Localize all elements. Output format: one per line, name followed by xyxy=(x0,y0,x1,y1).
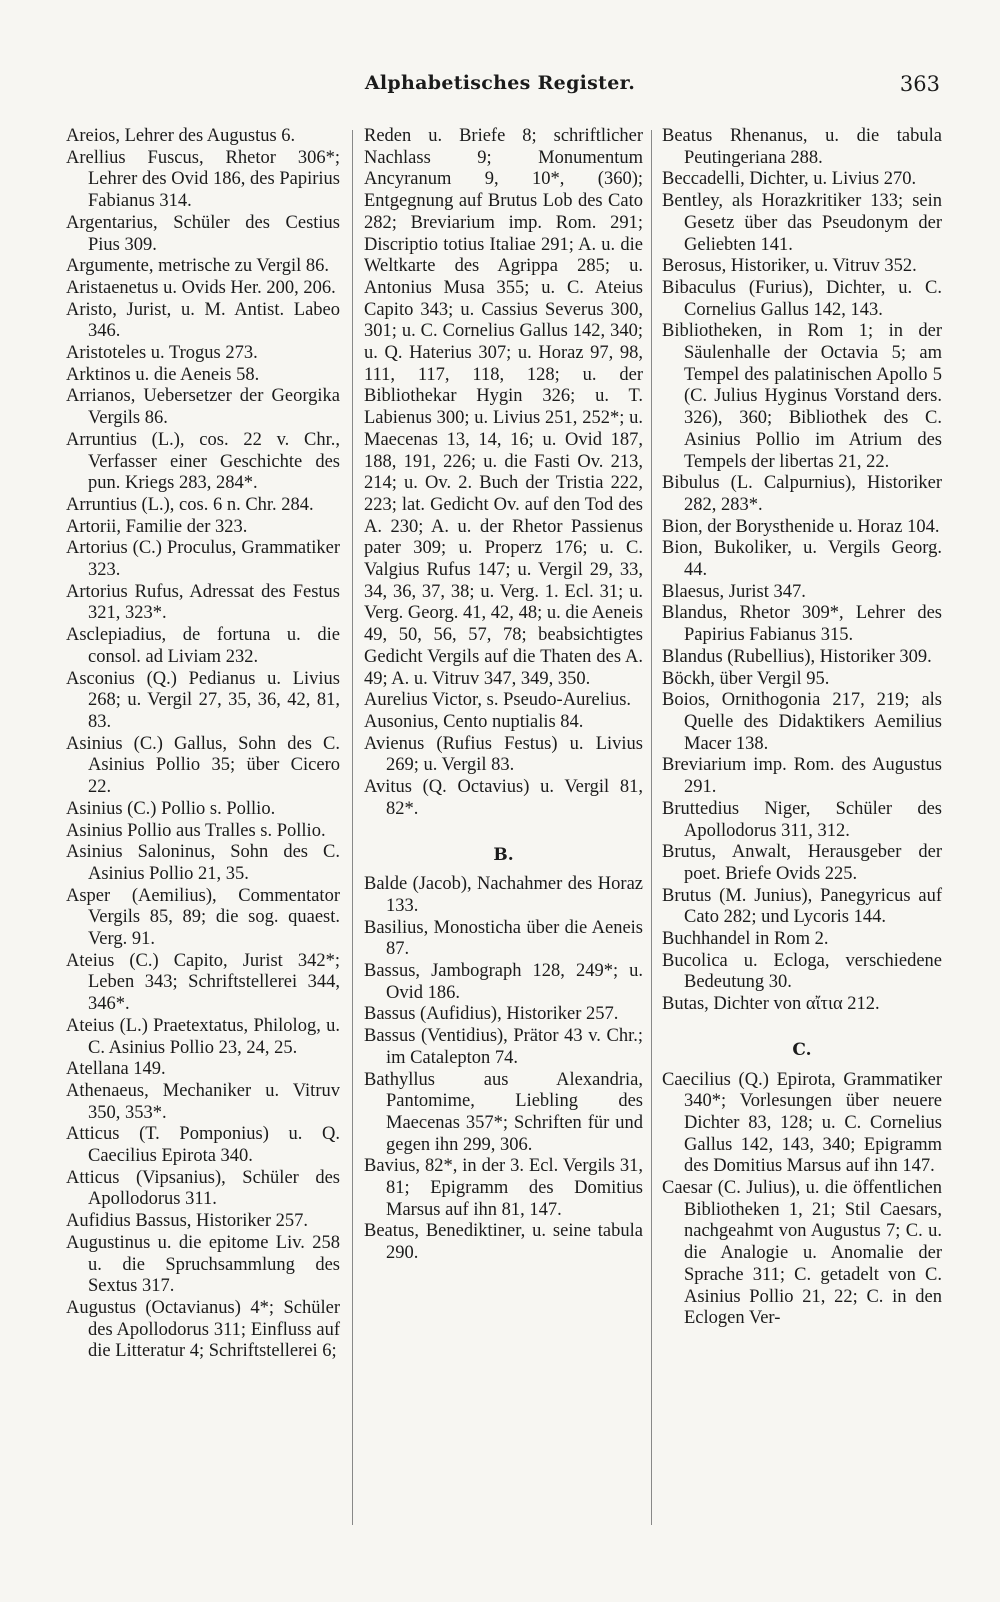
index-entry: Aufidius Bassus, Historiker 257. xyxy=(66,1211,309,1232)
index-entry: Artorii, Familie der 323. xyxy=(66,516,248,537)
section-letter-b: B. xyxy=(493,844,514,865)
index-entry: Asinius (C.) Gallus, Sohn des C. Asinius Pollio 35; über Cicero 22. xyxy=(66,733,340,798)
index-entry: Bion, Bukoliker, u. Vergils Georg. 44. xyxy=(662,538,942,581)
column-divider-right xyxy=(651,130,652,1525)
index-entry: Aristoteles u. Trogus 273. xyxy=(66,343,258,364)
index-entry: Brutus, Anwalt, Herausgeber der poet. Briefe Ovids 225. xyxy=(662,842,942,884)
index-entry: Avienus (Rufius Festus) u. Livius 269; u. Vergil 83. xyxy=(364,733,643,776)
index-entry: Argumente, metrische zu Vergil 86. xyxy=(66,256,330,277)
index-entry: Berosus, Historiker, u. Vitruv 352. xyxy=(662,256,917,277)
index-column-3 xyxy=(662,126,942,1330)
index-entry: Arruntius (L.), cos. 22 v. Chr., Verfasser einer Geschichte des pun. Kriegs 283, 284*. xyxy=(66,429,340,494)
index-entry: Beatus, Benediktiner, u. seine tabula 290. xyxy=(364,1221,643,1264)
index-entry: Argentarius, Schüler des Cestius Pius 309. xyxy=(66,212,340,255)
index-entry: Boios, Ornithogonia 217, 219; als Quelle des Didaktikers Aemilius Macer 138. xyxy=(662,690,942,754)
index-entry: Artorius (C.) Proculus, Grammatiker 323. xyxy=(66,538,340,581)
index-entry: Athenaeus, Mechaniker u. Vitruv 350, 353*. xyxy=(66,1080,340,1123)
index-entry: Bucolica u. Ecloga, verschiedene Bedeutung 30. xyxy=(662,950,942,993)
index-entry: Bavius, 82*, in der 3. Ecl. Vergils 31, 81; Epigramm des Domitius Marsus auf ihn 81, 147. xyxy=(364,1156,643,1220)
index-entry: Arellius Fuscus, Rhetor 306*; Lehrer des Ovid 186, des Papirius Fabianus 314. xyxy=(66,147,340,212)
index-entry: Bassus, Jambograph 128, 249*; u. Ovid 186. xyxy=(364,961,643,1003)
index-entry: Arktinos u. die Aeneis 58. xyxy=(66,364,260,385)
running-head xyxy=(0,72,1000,102)
index-entry: Ausonius, Cento nuptialis 84. xyxy=(364,711,584,732)
index-entry: Bassus (Aufidius), Historiker 257. xyxy=(364,1004,619,1025)
index-entry: Brutus (M. Junius), Panegyricus auf Cato 282; und Lycoris 144. xyxy=(662,885,942,928)
index-entry: Caesar (C. Julius), u. die öffentlichen Bibliotheken 1, 21; Stil Caesars, nachgeahmt von Augustus 7; C. u. die Analogie u. Anomalie der Sprache 311; C. getadelt von C. Asinius Pollio 21, 22; C. in den Eclogen Ver- xyxy=(662,1178,942,1329)
index-entry: Bentley, als Horazkritiker 133; sein Gesetz über das Pseudonym der Geliebten 141. xyxy=(662,191,942,255)
index-entry: Beccadelli, Dichter, u. Livius 270. xyxy=(662,169,917,190)
index-entry: Aristaenetus u. Ovids Her. 200, 206. xyxy=(66,277,336,298)
section-letter-c: C. xyxy=(792,1039,812,1060)
index-entry: Blandus, Rhetor 309*, Lehrer des Papirius Fabianus 315. xyxy=(662,603,942,646)
index-entry: Blaesus, Jurist 347. xyxy=(662,581,806,602)
index-entry: Aurelius Victor, s. Pseudo-Aurelius. xyxy=(364,690,632,711)
page-number: 363 xyxy=(899,72,940,96)
index-entry: Atticus (Vipsanius), Schüler des Apollodorus 311. xyxy=(66,1167,340,1210)
index-entry: Caecilius (Q.) Epirota, Grammatiker 340*; Vorlesungen über neuere Dichter 83, 128; u. C. Cornelius Gallus 142, 143, 340; Epigramm des Domitius Marsus auf ihn 147. xyxy=(662,1069,942,1177)
index-entry: Aristo, Jurist, u. M. Antist. Labeo 346. xyxy=(66,299,340,342)
index-entry: Basilius, Monosticha über die Aeneis 87. xyxy=(364,917,643,960)
index-entry: Buchhandel in Rom 2. xyxy=(662,929,829,950)
index-entry: Böckh, über Vergil 95. xyxy=(662,668,830,689)
index-entry: Asconius (Q.) Pedianus u. Livius 268; u. Vergil 27, 35, 36, 42, 81, 83. xyxy=(66,668,340,732)
index-entry: Asper (Aemilius), Commentator Vergils 85, 89; die sog. quaest. Verg. 91. xyxy=(66,885,340,950)
index-entry: Bion, der Borysthenide u. Horaz 104. xyxy=(662,516,940,537)
column-divider-left xyxy=(352,130,353,1525)
index-entry: Arruntius (L.), cos. 6 n. Chr. 284. xyxy=(66,494,314,515)
index-column-2 xyxy=(364,126,643,1265)
index-entry: Butas, Dichter von αἴτια 212. xyxy=(662,994,880,1015)
index-entry-continued: Reden u. Briefe 8; schriftlicher Nachlass 9; Monumentum Ancyranum 9, 10*, (360); Entgegnung auf Brutus Lob des Cato 282; Breviarium imp. Rom. 291; Discriptio totius Italiae 291; A. u. die Weltkarte des Agrippa 285; u. Antonius Musa 355; u. C. Ateius Capito 343; u. Cassius Severus 300, 301; u. C. Cornelius Gallus 142, 340; u. Q. Haterius 307; u. Horaz 97, 98, 111, 117, 118, 128; u. der Bibliothekar Hygin 326; u. T. Labienus 300; u. Livius 251, 252*; u. Maecenas 13, 14, 16; u. Ovid 187, 188, 191, 226; u. die Fasti Ov. 213, 214; u. Ov. 2. Buch der Tristia 222, 223; lat. Gedicht Ov. auf den Tod des A. 230; A. u. der Rhetor Passienus pater 309; u. Properz 176; u. C. Valgius Rufus 147; u. Vergil 29, 33, 34, 36, 37, 38; u. Verg. 1. Ecl. 31; u. Verg. Georg. 41, 42, 48; u. die Aeneis 49, 50, 56, 57, 78; beabsichtigtes Gedicht Vergils auf die Thaten des A. 49; A. u. Vitruv 347, 349, 350. xyxy=(364,126,643,689)
index-entry: Augustinus u. die epitome Liv. 258 u. die Spruchsammlung des Sextus 317. xyxy=(66,1232,340,1297)
index-entry: Breviarium imp. Rom. des Augustus 291. xyxy=(662,755,942,798)
index-entry: Asclepiadius, de fortuna u. die consol. ad Liviam 232. xyxy=(66,625,340,667)
index-entry: Artorius Rufus, Adressat des Festus 321, 323*. xyxy=(66,581,340,624)
index-entry: Atticus (T. Pomponius) u. Q. Caecilius Epirota 340. xyxy=(66,1124,340,1167)
index-entry: Avitus (Q. Octavius) u. Vergil 81, 82*. xyxy=(364,777,643,819)
index-entry: Areios, Lehrer des Augustus 6. xyxy=(66,126,296,146)
index-entry: Bruttedius Niger, Schüler des Apollodorus 311, 312. xyxy=(662,798,942,841)
index-entry: Beatus Rhenanus, u. die tabula Peutingeriana 288. xyxy=(662,126,942,168)
index-entry: Atellana 149. xyxy=(66,1059,166,1080)
index-entry: Bassus (Ventidius), Prätor 43 v. Chr.; im Catalepton 74. xyxy=(364,1026,643,1068)
index-entry: Balde (Jacob), Nachahmer des Horaz 133. xyxy=(364,874,643,916)
index-entry: Asinius (C.) Pollio s. Pollio. xyxy=(66,798,276,819)
index-entry: Bibulus (L. Calpurnius), Historiker 282, 283*. xyxy=(662,473,942,515)
index-entry: Ateius (C.) Capito, Jurist 342*; Leben 343; Schriftstellerei 344, 346*. xyxy=(66,950,340,1015)
index-entry: Bibaculus (Furius), Dichter, u. C. Cornelius Gallus 142, 143. xyxy=(662,277,942,320)
index-entry: Ateius (L.) Praetextatus, Philolog, u. C. Asinius Pollio 23, 24, 25. xyxy=(66,1015,340,1058)
index-entry: Asinius Saloninus, Sohn des C. Asinius Pollio 21, 35. xyxy=(66,842,340,884)
index-entry: Bibliotheken, in Rom 1; in der Säulenhalle der Octavia 5; am Tempel des palatinischen Apollo 5 (C. Julius Hyginus Vorstand ders. 326), 360; Bibliothek des C. Asinius Pollio im Atrium des Tempels der libertas 21, 22. xyxy=(662,321,942,472)
index-column-1 xyxy=(66,126,340,1363)
index-entry: Augustus (Octavianus) 4*; Schüler des Apollodorus 311; Einfluss auf die Litteratur 4; Schriftstellerei 6; xyxy=(66,1297,340,1362)
index-entry: Asinius Pollio aus Tralles s. Pollio. xyxy=(66,820,326,841)
index-entry: Bathyllus aus Alexandria, Pantomime, Liebling des Maecenas 357*; Schriften für und gegen ihn 299, 306. xyxy=(364,1069,643,1155)
index-entry: Blandus (Rubellius), Historiker 309. xyxy=(662,646,932,667)
index-entry: Arrianos, Uebersetzer der Georgika Vergils 86. xyxy=(66,386,340,429)
page-title: Alphabetisches Register. xyxy=(364,72,636,94)
